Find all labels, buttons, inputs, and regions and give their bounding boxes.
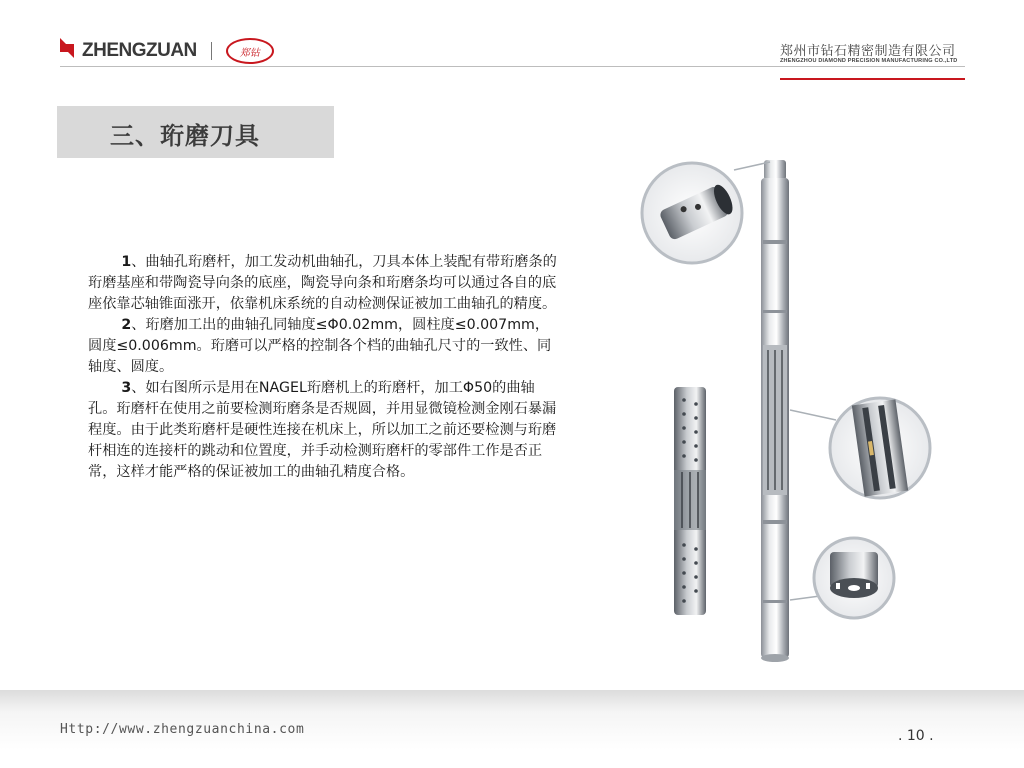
- page-number: . 10 .: [898, 728, 934, 744]
- company-name-en: ZHENGZHOU DIAMOND PRECISION MANUFACTURING CO.,LTD: [780, 58, 958, 64]
- brand-name: ZHENGZUAN: [82, 40, 197, 61]
- paragraph-number: 3: [121, 380, 132, 396]
- callout-line: [790, 596, 820, 600]
- paragraph-text: 、如右图所示是用在NAGEL珩磨机上的珩磨杆，加工Φ50的曲轴孔。珩磨杆在使用之前要检测珩磨条是否规圆，并用显微镜检测金刚石暴漏程度。由于此类珩磨杆是硬性连接在机床上，所以加工之前还要检测与珩磨杆相连的连接杆的跳动和位置度，并手动检测珩磨杆的零部件工作是否正常，这样才能严格的保证被加工的曲轴孔精度合格。: [88, 380, 557, 480]
- paragraph-text: 、珩磨加工出的曲轴孔同轴度≤Φ0.02mm，圆柱度≤0.007mm，圆度≤0.006mm。珩磨可以严格的控制各个档的曲轴孔尺寸的一致性、同轴度、圆度。: [88, 317, 552, 375]
- honing-tool-short: [674, 387, 706, 615]
- paragraph-number: 1: [121, 254, 132, 270]
- paragraph-number: 2: [121, 317, 132, 333]
- company-name-cn: 郑州市钻石精密制造有限公司: [780, 44, 956, 59]
- honing-tool-long: [761, 160, 789, 662]
- company-seal-logo: 郑钻: [226, 38, 274, 64]
- callout-line: [790, 410, 836, 420]
- stone-detail-zoom: [830, 398, 930, 498]
- end-detail-zoom: [642, 163, 742, 263]
- slide-title: 三、珩磨刀具: [110, 122, 260, 150]
- paragraph-text: 、曲轴孔珩磨杆，加工发动机曲轴孔，刀具本体上装配有带珩磨条的珩磨基座和带陶瓷导向条的底座，陶瓷导向条和珩磨条均可以通过各自的底座依靠芯轴锥面涨开，依靠机床系统的自动检测保证被加工曲轴孔的精度。: [88, 254, 557, 312]
- face-detail-zoom: [814, 538, 894, 618]
- website-url[interactable]: Http://www.zhengzuanchina.com: [60, 722, 305, 737]
